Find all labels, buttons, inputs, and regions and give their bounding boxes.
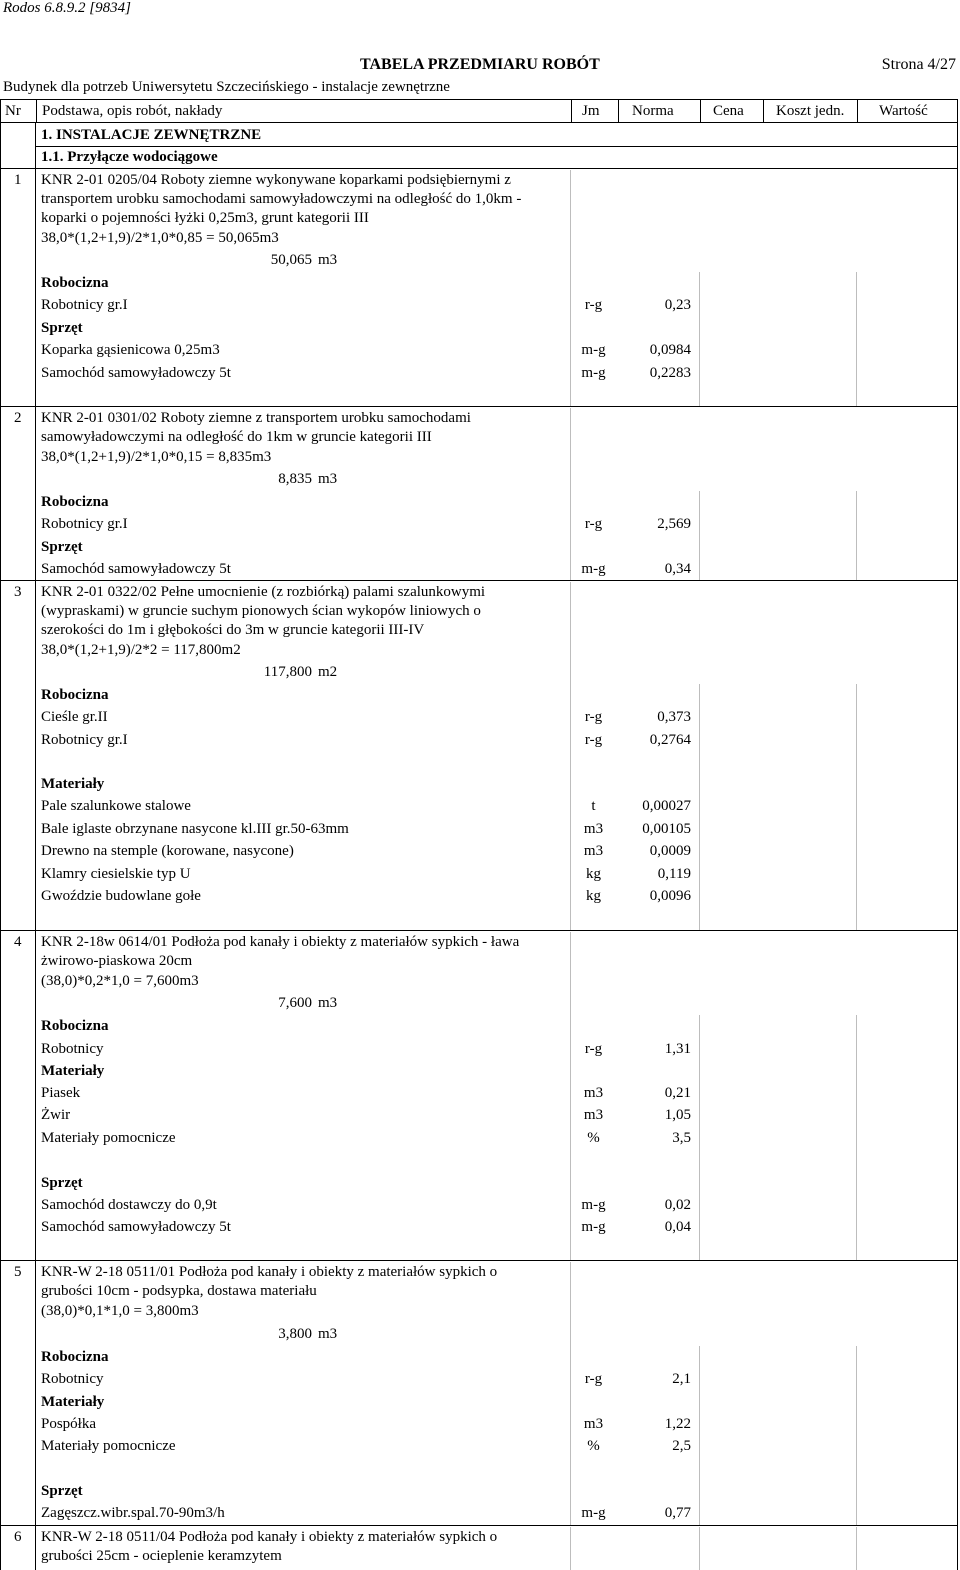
resource-label: Samochód samowyładowczy 5t (41, 365, 231, 381)
resource-norma: 2,1 (672, 1371, 691, 1387)
item-separator (0, 1260, 958, 1261)
resource-label: Koparka gąsienicowa 0,25m3 (41, 342, 220, 358)
resource-norma: 1,05 (664, 1107, 691, 1123)
resource-norma: 1,22 (664, 1416, 691, 1432)
col-wartosc-header: Wartość (879, 103, 928, 119)
item-description-line: szerokości do 1m i głębokości do 3m w gruncie kategorii III-IV (41, 622, 425, 638)
resource-unit: r-g (584, 516, 603, 532)
resource-norma: 0,2764 (649, 732, 691, 748)
item-description-line: transportem urobku samochodami samowyładowczymi na odległość do 1,0km - (41, 191, 522, 207)
resource-label: Robotnicy gr.I (41, 297, 128, 313)
resource-label: Gwoździe budowlane gołe (41, 888, 201, 904)
frame-right (957, 123, 958, 1570)
resource-norma: 0,04 (664, 1219, 691, 1235)
resource-label: Robotnicy (41, 1041, 104, 1057)
resource-norma: 0,2283 (649, 365, 691, 381)
resource-norma: 0,00027 (642, 798, 691, 814)
item-formula: 38,0*(1,2+1,9)/2*2 = 117,800m2 (41, 642, 241, 658)
frame-nr-divider (35, 123, 36, 1570)
item-description-line: żwirowo-piaskowa 20cm (41, 953, 193, 969)
resource-unit: m-g (581, 1197, 606, 1213)
value-column-guide (570, 170, 700, 406)
section-line (35, 146, 957, 147)
resource-label: Samochód dostawczy do 0,9t (41, 1197, 217, 1213)
value-column-guide (570, 932, 700, 1260)
item-formula: (38,0)*0,1*1,0 = 3,800m3 (41, 1303, 199, 1319)
table-header (0, 99, 958, 123)
resource-group-label: Sprzęt (41, 1483, 83, 1499)
item-formula: 38,0*(1,2+1,9)/2*1,0*0,85 = 50,065m3 (41, 230, 279, 246)
resource-group-label: Materiały (41, 776, 105, 792)
resource-unit: m-g (581, 342, 606, 358)
item-number: 5 (14, 1264, 22, 1280)
resource-group-label: Robocizna (41, 494, 109, 510)
col-desc-header: Podstawa, opis robót, nakłady (42, 103, 223, 119)
item-description-line: KNR 2-18w 0614/01 Podłoża pod kanały i obiekty z materiałów sypkich - ława (41, 934, 520, 950)
resource-norma: 0,373 (657, 709, 691, 725)
resource-unit: m-g (581, 365, 606, 381)
item-quantity: 117,800 (263, 664, 312, 680)
value-column-guide (570, 1527, 700, 1570)
item-quantity: 7,600 (278, 995, 312, 1011)
item-unit: m3 (318, 252, 338, 268)
resource-unit: m-g (581, 561, 606, 577)
page-title: TABELA PRZEDMIARU ROBÓT (360, 56, 600, 73)
resource-label: Zagęszcz.wibr.spal.70-90m3/h (41, 1505, 225, 1521)
resource-unit: m3 (583, 843, 604, 859)
resource-unit: m3 (583, 1416, 604, 1432)
item-formula: 38,0*(1,2+1,9)/2*1,0*0,15 = 8,835m3 (41, 449, 272, 465)
item-quantity: 8,835 (278, 471, 312, 487)
resource-unit: % (587, 1438, 600, 1454)
item-separator (0, 580, 958, 581)
resource-norma: 1,31 (664, 1041, 691, 1057)
resource-norma: 0,34 (664, 561, 691, 577)
resource-norma: 3,5 (672, 1130, 691, 1146)
resource-unit: r-g (584, 297, 603, 313)
resource-norma: 2,5 (672, 1438, 691, 1454)
resource-label: Robotnicy gr.I (41, 516, 128, 532)
col-jm-header: Jm (582, 103, 600, 119)
resource-label: Bale iglaste obrzynane nasycone kl.III gr.50-63mm (41, 821, 349, 837)
resource-label: Materiały pomocnicze (41, 1130, 176, 1146)
resource-label: Pospółka (41, 1416, 97, 1432)
col-norma-header: Norma (632, 103, 674, 119)
value-column-guide (570, 582, 700, 930)
resource-group-label: Robocizna (41, 275, 109, 291)
resource-label: Piasek (41, 1085, 81, 1101)
price-column-guide (699, 1527, 857, 1570)
resource-unit: kg (586, 866, 601, 882)
item-description-line: KNR 2-01 0322/02 Pełne umocnienie (z rozbiórką) palami szalunkowymi (41, 584, 486, 600)
resource-group-label: Sprzęt (41, 539, 83, 555)
item-description-line: KNR 2-01 0205/04 Roboty ziemne wykonywane koparkami podsiębiernymi z (41, 172, 511, 188)
price-column-guide (699, 1015, 857, 1260)
resource-label: Cieśle gr.II (41, 709, 108, 725)
resource-group-label: Materiały (41, 1063, 105, 1079)
resource-group-label: Robocizna (41, 687, 109, 703)
resource-norma: 0,0096 (649, 888, 691, 904)
resource-unit: m-g (581, 1219, 606, 1235)
item-separator (0, 1525, 958, 1526)
resource-label: Samochód samowyładowczy 5t (41, 561, 231, 577)
resource-label: Drewno na stemple (korowane, nasycone) (41, 843, 294, 859)
resource-unit: r-g (584, 709, 603, 725)
item-number: 3 (14, 584, 22, 600)
section-title: 1. INSTALACJE ZEWNĘTRZNE (41, 127, 262, 143)
resource-unit: % (587, 1130, 600, 1146)
resource-label: Materiały pomocnicze (41, 1438, 176, 1454)
resource-norma: 2,569 (657, 516, 691, 532)
value-column-guide (570, 1262, 700, 1525)
item-quantity: 3,800 (278, 1326, 312, 1342)
item-number: 4 (14, 934, 22, 950)
item-number: 2 (14, 410, 22, 426)
resource-norma: 0,119 (657, 866, 691, 882)
resource-unit: r-g (584, 732, 603, 748)
resource-label: Żwir (41, 1107, 71, 1123)
resource-norma: 0,0984 (649, 342, 691, 358)
resource-unit: m3 (583, 1085, 604, 1101)
resource-norma: 0,00105 (642, 821, 691, 837)
item-description-line: (wypraskami) w gruncie suchym pionowych ścian wykopów liniowych o (41, 603, 481, 619)
resource-label: Klamry ciesielskie typ U (41, 866, 191, 882)
subsection-title: 1.1. Przyłącze wodociągowe (41, 149, 218, 165)
resource-group-label: Sprzęt (41, 1175, 83, 1191)
item-number: 6 (14, 1529, 22, 1545)
item-description-line: KNR 2-01 0301/02 Roboty ziemne z transportem urobku samochodami (41, 410, 471, 426)
item-number: 1 (14, 172, 22, 188)
item-description-line: samowyładowczymi na odległość do 1km w gruncie kategorii III (41, 429, 432, 445)
col-nr-header: Nr (5, 103, 21, 119)
resource-unit: r-g (584, 1371, 603, 1387)
program-version: Rodos 6.8.9.2 [9834] (3, 0, 131, 16)
resource-label: Robotnicy (41, 1371, 104, 1387)
item-description-line: grubości 25cm - ocieplenie keramzytem (41, 1548, 282, 1564)
item-unit: m3 (318, 1326, 338, 1342)
item-quantity: 50,065 (270, 252, 312, 268)
item-separator (0, 406, 958, 407)
item-formula: (38,0)*0,2*1,0 = 7,600m3 (41, 973, 199, 989)
price-column-guide (699, 684, 857, 930)
page-number: Strona 4/27 (881, 56, 956, 73)
resource-unit: t (591, 798, 596, 814)
project-subtitle: Budynek dla potrzeb Uniwersytetu Szczecińskiego - instalacje zewnętrzne (3, 79, 450, 95)
item-description-line: grubości 10cm - podsypka, dostawa materiału (41, 1283, 317, 1299)
item-description-line: KNR-W 2-18 0511/04 Podłoża pod kanały i obiekty z materiałów sypkich o (41, 1529, 498, 1545)
resource-norma: 0,23 (664, 297, 691, 313)
item-description-line: koparki o pojemności łyżki 0,25m3, grunt kategorii III (41, 210, 369, 226)
resource-unit: m-g (581, 1505, 606, 1521)
resource-norma: 0,02 (664, 1197, 691, 1213)
item-unit: m2 (318, 664, 338, 680)
frame-left (0, 123, 1, 1570)
resource-group-label: Robocizna (41, 1018, 109, 1034)
resource-norma: 0,21 (664, 1085, 691, 1101)
value-column-guide (570, 408, 700, 580)
resource-unit: m3 (583, 1107, 604, 1123)
resource-unit: r-g (584, 1041, 603, 1057)
resource-group-label: Robocizna (41, 1349, 109, 1365)
item-unit: m3 (318, 471, 338, 487)
resource-unit: m3 (583, 821, 604, 837)
col-koszt-header: Koszt jedn. (776, 103, 845, 119)
resource-unit: kg (586, 888, 601, 904)
item-description-line: KNR-W 2-18 0511/01 Podłoża pod kanały i obiekty z materiałów sypkich o (41, 1264, 498, 1280)
price-column-guide (699, 491, 857, 580)
subsection-line (0, 168, 958, 169)
item-separator (0, 930, 958, 931)
col-cena-header: Cena (713, 103, 744, 119)
resource-label: Samochód samowyładowczy 5t (41, 1219, 231, 1235)
item-unit: m3 (318, 995, 338, 1011)
resource-group-label: Sprzęt (41, 320, 83, 336)
resource-label: Pale szalunkowe stalowe (41, 798, 191, 814)
price-column-guide (699, 272, 857, 406)
price-column-guide (699, 1346, 857, 1525)
resource-norma: 0,0009 (649, 843, 691, 859)
resource-group-label: Materiały (41, 1394, 105, 1410)
resource-label: Robotnicy gr.I (41, 732, 128, 748)
resource-norma: 0,77 (664, 1505, 691, 1521)
